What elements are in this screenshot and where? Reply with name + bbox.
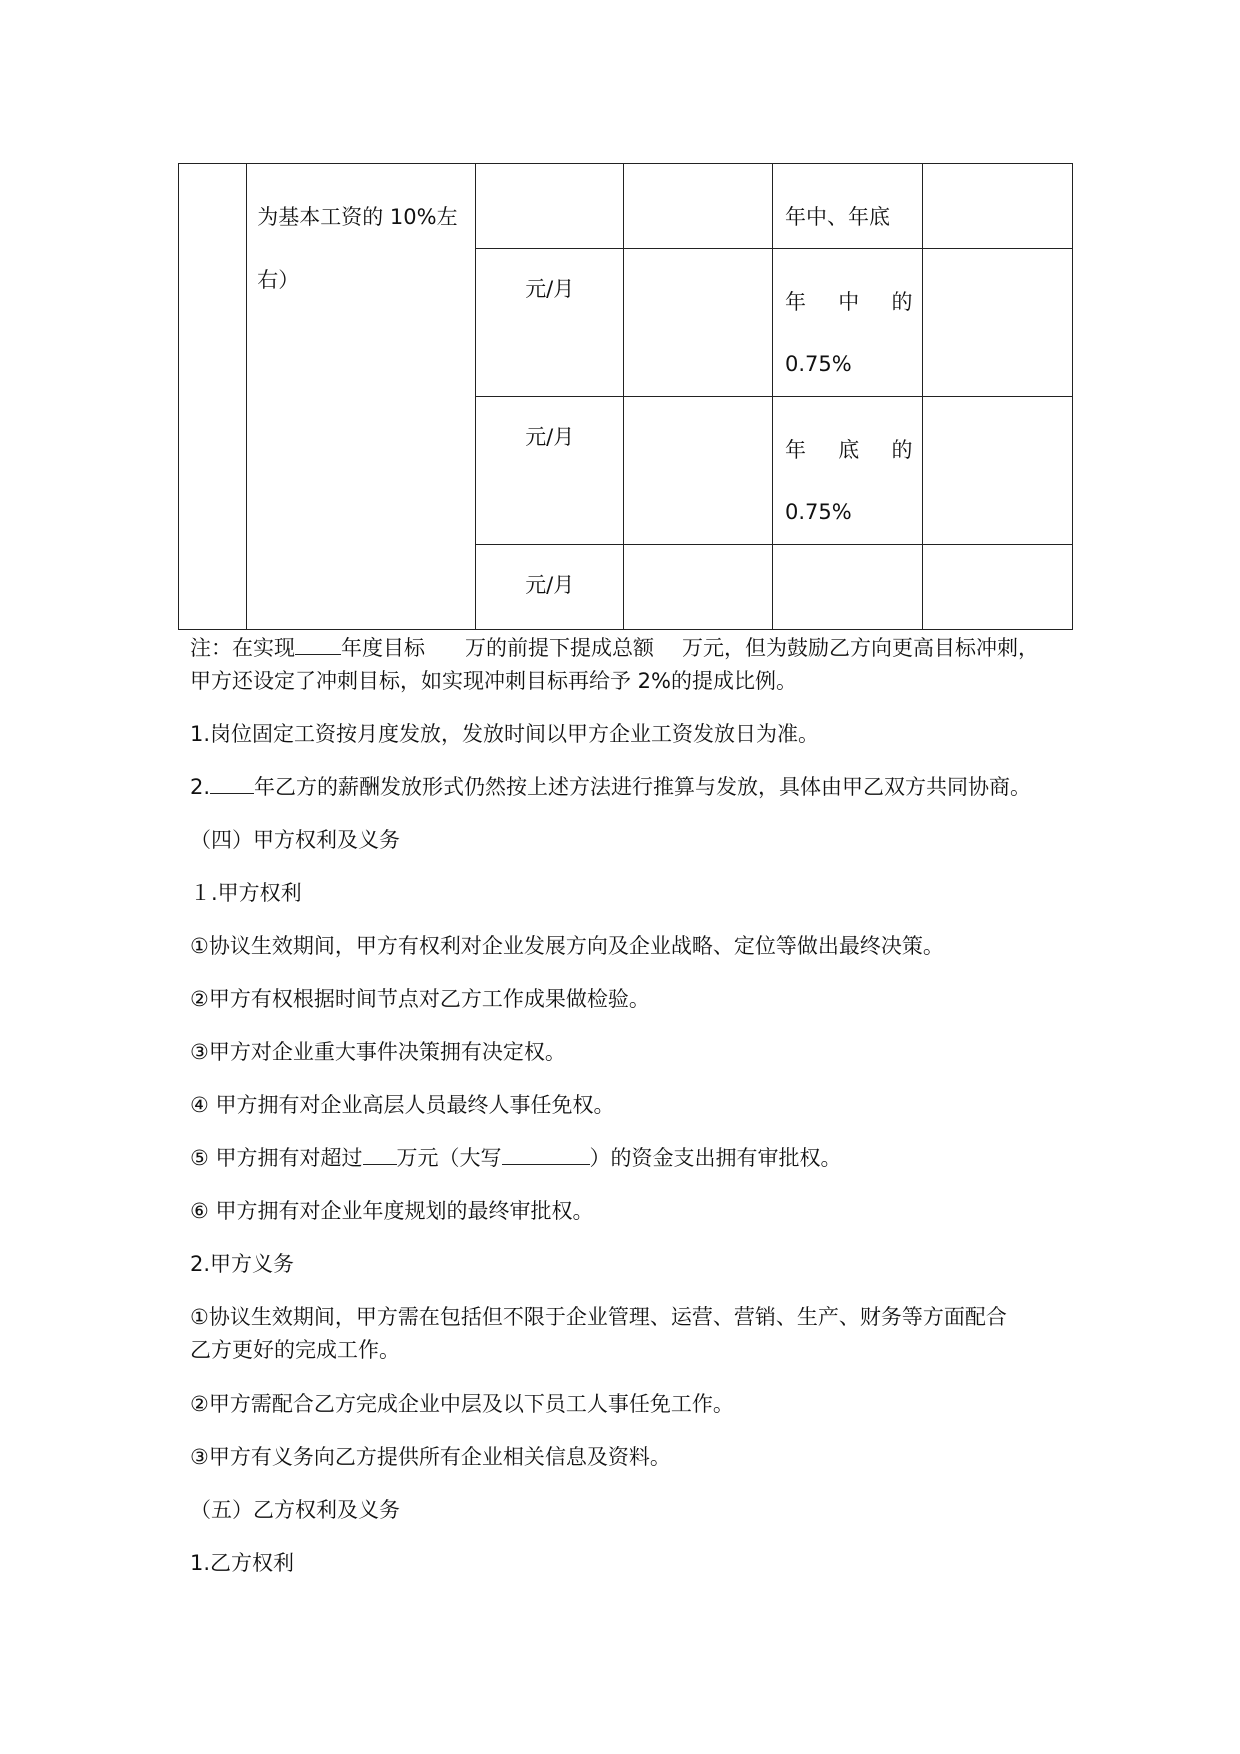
blank-year [210, 771, 254, 794]
section-heading-5: （五）乙方权利及义务 [190, 1498, 400, 1522]
obligation-item-1: ①协议生效期间，甲方需在包括但不限于企业管理、运营、营销、生产、财务等方面配合 乙方更好的完成工作。 [190, 1305, 1007, 1362]
table-cell-amount: 元/月 [475, 397, 623, 545]
blank-year [295, 632, 341, 655]
right-item-4: ④ 甲方拥有对企业高层人员最终人事任免权。 [190, 1093, 615, 1117]
table-cell-payment-time [772, 249, 923, 397]
table-cell-amount: 元/月 [475, 545, 623, 630]
subheading-party-a-rights: １.甲方权利 [190, 881, 302, 905]
table-cell-blank [923, 545, 1073, 630]
table-cell-blank [923, 249, 1073, 397]
obligation-item-2: ②甲方需配合乙方完成企业中层及以下员工人事任免工作。 [190, 1392, 734, 1416]
note-line-2: 甲方还设定了冲刺目标，如实现冲刺目标再给予 2%的提成比例。 [190, 669, 797, 694]
note-paragraph [190, 632, 1070, 698]
table-cell-blank [923, 164, 1073, 249]
payment-percentage: 0.75% [784, 500, 852, 524]
right-item-5: ⑤ 甲方拥有对超过 万元（大写 ）的资金支出拥有审批权。 [190, 1142, 1070, 1175]
table-cell-description [247, 164, 476, 630]
table-cell-blank [624, 249, 772, 397]
clause-2: 2. 年乙方的薪酬发放形式仍然按上述方法进行推算与发放，具体由甲乙双方共同协商。 [190, 771, 1070, 804]
obligation-item-3: ③甲方有义务向乙方提供所有企业相关信息及资料。 [190, 1445, 671, 1469]
blank-amount [363, 1142, 397, 1165]
subheading-party-b-rights: 1.乙方权利 [190, 1551, 295, 1575]
payment-percentage: 0.75% [784, 352, 852, 376]
right-item-2: ②甲方有权根据时间节点对乙方工作成果做检验。 [190, 987, 650, 1011]
right-item-1: ①协议生效期间，甲方有权利对企业发展方向及企业战略、定位等做出最终决策。 [190, 934, 944, 958]
table-cell-blank [923, 397, 1073, 545]
table-cell-blank [624, 164, 772, 249]
section-heading-4: （四）甲方权利及义务 [190, 828, 400, 852]
payment-time-label: 年 中 的 [784, 290, 913, 314]
table-cell-payment-time [772, 545, 923, 630]
note-line-1: 注：在实现 年度目标 万的前提下提成总额 万元，但为鼓励乙方向更高目标冲刺， [190, 632, 1070, 665]
right-item-6: ⑥ 甲方拥有对企业年度规划的最终审批权。 [190, 1199, 594, 1223]
salary-table [178, 163, 1073, 630]
subheading-party-a-obligations: 2.甲方义务 [190, 1252, 295, 1276]
table-cell-blank [624, 397, 772, 545]
table-cell-category [179, 164, 247, 630]
table-row [179, 164, 1073, 249]
description-line: 为基本工资的 10%左 [257, 205, 458, 229]
table-cell-payment-time: 年中、年底 [772, 164, 923, 249]
table-cell-amount [475, 164, 623, 249]
description-line: 右） [257, 268, 300, 292]
clause-1: 1.岗位固定工资按月度发放，发放时间以甲方企业工资发放日为准。 [190, 722, 820, 746]
payment-time-label: 年 底 的 [784, 438, 913, 462]
table-cell-blank [624, 545, 772, 630]
blank-amount-in-words [502, 1142, 590, 1165]
table-cell-payment-time [772, 397, 923, 545]
right-item-3: ③甲方对企业重大事件决策拥有决定权。 [190, 1040, 566, 1064]
table-cell-amount: 元/月 [475, 249, 623, 397]
